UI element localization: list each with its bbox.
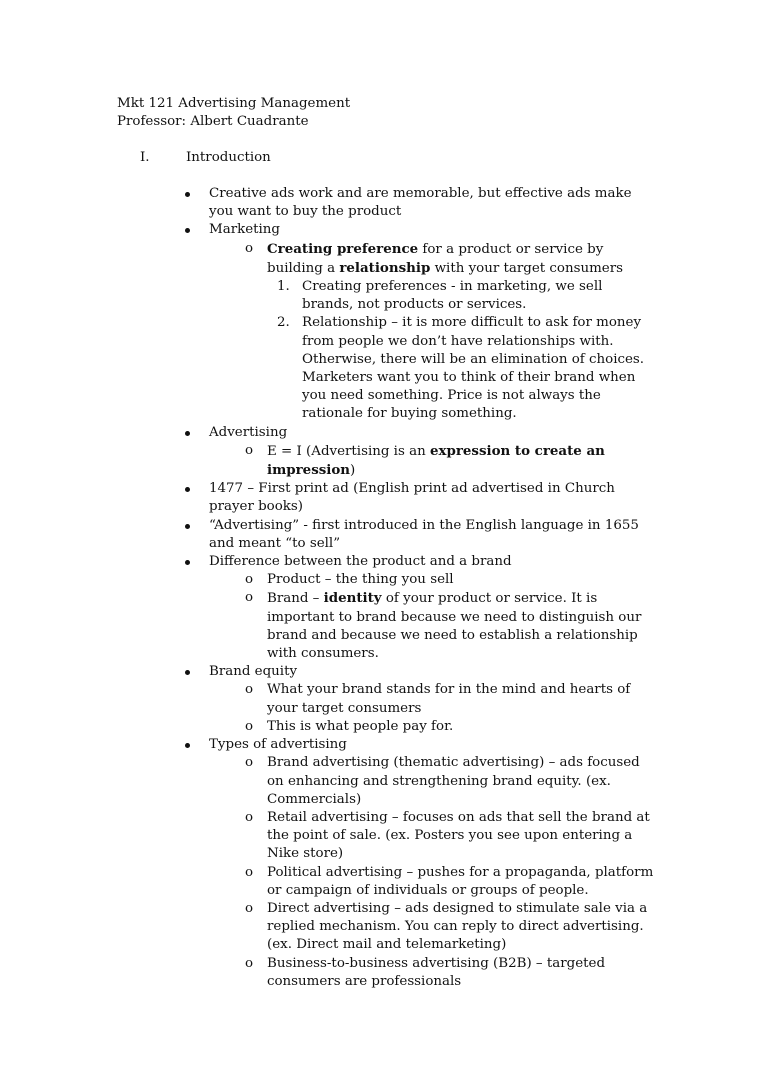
circle-bullet-icon: o xyxy=(245,682,254,698)
circle-bullet-icon: o xyxy=(245,900,254,916)
circle-bullet-icon: o xyxy=(245,809,254,825)
sub-list-item: o Creating preference for a product or service by building a relationship with your target consumers 1. Creating preferences - in marketing, we sell brands, not products or services. 2. Relationship – it is more difficult to ask for money from people we don’t have relationships with. Otherwise, there will be an elimination of choices. Marketers want you to think of their brand when you need something. Price is not always the rationale for buying something. xyxy=(267,240,657,424)
circle-bullet-icon: o xyxy=(245,864,254,880)
list-item: Difference between the product and a brand o Product – the thing you sell o Brand – identity of your product or service. It is important to brand because we need to distinguish our brand and because we need to establish a relationship with consumers. xyxy=(182,553,657,663)
bullet-icon xyxy=(185,192,190,197)
section-title: Introduction xyxy=(186,150,271,165)
sub-list-item: o Political advertising – pushes for a propaganda, platform or campaign of individuals or groups of people. xyxy=(245,864,654,898)
list-item: Marketing o Creating preference for a product or service by building a relationship with your target consumers 1. Creating preferences - in marketing, we sell brands, not products or services. 2. Relationship – it is more difficult to ask for money from people we don’t have relationships with. Otherwise, there will be an elimination of choices. Marketers want you to think of their brand when you need something. Price is not always the rationale for buying something. xyxy=(182,221,657,423)
sub-list-item: o Direct advertising – ads designed to stimulate sale via a replied mechanism. You can reply to direct advertising. (ex. Direct mail and telemarketing) xyxy=(245,900,648,953)
bullet-list xyxy=(182,185,657,991)
sub-list-item: o Product – the thing you sell xyxy=(267,571,657,589)
sub-list-item: o What your brand stands for in the mind and hearts of your target consumers xyxy=(245,682,631,716)
sub-list xyxy=(245,442,657,480)
document-header xyxy=(117,95,350,131)
circle-bullet-icon: o xyxy=(245,240,254,256)
sub-list-item: o Retail advertising – focuses on ads that sell the brand at the point of sale. (ex. Posters you see upon entering a Nike store) xyxy=(245,809,650,862)
bullet-icon xyxy=(185,487,190,492)
list-item: Creative ads work and are memorable, but effective ads make you want to buy the product xyxy=(182,185,657,221)
sub-list-item: o E = I (Advertising is an expression to create an impression) xyxy=(245,442,605,479)
bullet-icon xyxy=(185,228,190,233)
professor-name: Professor: Albert Cuadrante xyxy=(117,114,309,130)
circle-bullet-icon: o xyxy=(245,590,254,606)
bullet-icon xyxy=(185,560,190,565)
numbered-item: 2. Relationship – it is more difficult to ask for money from people we don’t have relationships with. Otherwise, there will be an elimination of choices. Marketers want you to think of their brand when you need something. Price is not always the rationale for buying something. xyxy=(277,315,645,422)
sub-list xyxy=(245,240,657,424)
sub-list xyxy=(245,754,657,991)
list-item: Types of advertising o Brand advertising (thematic advertising) – ads focused on enhancing and strengthening brand equity. (ex. Commercials) o Retail advertising – focuses on ads that sell the brand at the point of sale. (ex. Posters you see upon entering a Nike store) o Political advertising – pushes for a propaganda, platform or campaign of individuals or groups of people. o Direct advertising – ads designed to stimulate sale via a replied mechanism. You can reply to direct advertising. (ex. Direct mail and telemarketing) o Business-to-business advertising (B2B) – targeted consumers are professionals xyxy=(182,736,657,991)
sub-list-item: o Brand advertising (thematic advertising) – ads focused on enhancing and strengthening brand equity. (ex. Commercials) xyxy=(245,755,640,807)
sub-list-item: o Business-to-business advertising (B2B) – targeted consumers are professionals xyxy=(245,955,606,989)
list-item: “Advertising” - first introduced in the English language in 1655 and meant “to sell” xyxy=(182,517,657,553)
sub-list xyxy=(245,571,657,663)
list-item: Brand equity o What your brand stands for in the mind and hearts of your target consumers o This is what people pay for. xyxy=(182,663,657,736)
course-title: Mkt 121 Advertising Management xyxy=(117,96,351,111)
bullet-icon xyxy=(185,431,190,436)
numbered-item: 1. Creating preferences - in marketing, we sell brands, not products or services. xyxy=(277,279,603,313)
circle-bullet-icon: o xyxy=(245,718,254,734)
sub-list xyxy=(245,681,657,736)
bullet-icon xyxy=(185,524,190,529)
sub-list-item: o This is what people pay for. xyxy=(267,718,657,736)
circle-bullet-icon: o xyxy=(245,955,254,971)
circle-bullet-icon: o xyxy=(245,442,254,458)
circle-bullet-icon: o xyxy=(245,755,254,771)
section-numeral: I. xyxy=(140,150,150,165)
sub-list-item: o Brand – identity of your product or service. It is important to brand because we need to distinguish our brand and because we need to establish a relationship with consumers. xyxy=(245,590,642,662)
numbered-list xyxy=(277,278,657,424)
circle-bullet-icon: o xyxy=(245,572,254,588)
bullet-icon xyxy=(185,670,190,675)
list-item: 1477 – First print ad (English print ad advertised in Church prayer books) xyxy=(182,480,657,516)
list-item: Advertising o E = I (Advertising is an expression to create an impression) xyxy=(182,424,657,481)
bullet-icon xyxy=(185,743,190,748)
